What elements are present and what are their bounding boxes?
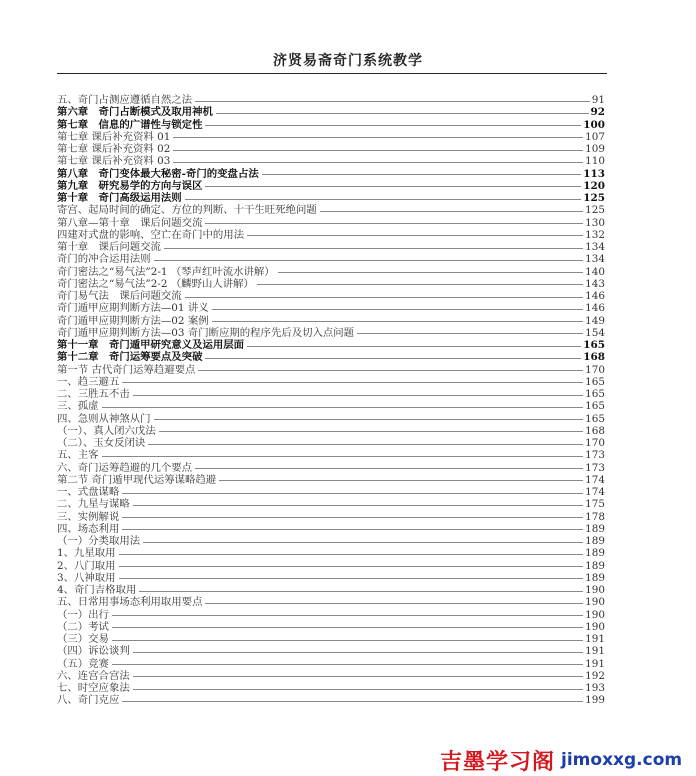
toc-entry — [57, 106, 605, 118]
toc-entry — [57, 658, 605, 670]
toc-entry-title: 第十一章 奇门遁甲研究意义及运用层面 — [57, 339, 245, 352]
toc-entry-page: 143 — [585, 277, 605, 290]
toc-leader-line — [119, 566, 584, 567]
toc-leader-line — [119, 578, 584, 579]
toc-leader-line — [195, 468, 583, 469]
toc-entry-page: 199 — [585, 694, 605, 707]
toc-entry — [57, 413, 605, 425]
toc-leader-line — [164, 248, 583, 249]
toc-entry-page: 100 — [583, 118, 605, 131]
toc-entry-page: 154 — [585, 326, 605, 339]
toc-entry-page: 140 — [585, 265, 605, 278]
toc-entry — [57, 253, 605, 265]
toc-entry-page: 174 — [585, 486, 605, 499]
toc-leader-line — [133, 505, 583, 506]
toc-entry-title: 六、奇门运筹趋避的几个要点 — [57, 461, 193, 474]
table-of-contents — [57, 94, 605, 707]
toc-entry — [57, 290, 605, 302]
toc-entry — [57, 437, 605, 449]
toc-entry-title: 第九章 研究易学的方向与误区 — [57, 179, 203, 192]
toc-entry-page: 178 — [585, 510, 605, 523]
toc-leader-line — [185, 297, 583, 298]
toc-entry — [57, 462, 605, 474]
toc-entry-page: 125 — [585, 204, 605, 217]
toc-entry-title: 四、场态利用 — [57, 522, 120, 535]
toc-entry-title: （二）考试 — [57, 620, 109, 633]
toc-entry-title: 奇门遁甲应期判断方法—01 讲义 — [57, 302, 209, 315]
toc-entry-title: （一）出行 — [57, 608, 109, 621]
toc-entry-page: 175 — [585, 498, 605, 511]
toc-entry-title: 五、主客 — [57, 449, 99, 462]
watermark-url: jimoxxg.com — [561, 750, 683, 770]
toc-leader-line — [154, 260, 584, 261]
toc-entry — [57, 609, 605, 621]
toc-entry-title: 五、奇门占测应遵循自然之法 — [57, 94, 193, 107]
toc-entry-title: （二）、玉女反闭诀 — [57, 437, 146, 450]
toc-entry-page: 170 — [585, 437, 605, 450]
toc-entry-title: 第十章 课后问题交流 — [57, 241, 161, 254]
toc-entry — [57, 388, 605, 400]
toc-entry — [57, 302, 605, 314]
toc-leader-line — [143, 542, 583, 543]
toc-entry-title: （一）、真人闭六戊法 — [57, 424, 156, 437]
toc-entry-page: 174 — [585, 473, 605, 486]
toc-entry — [57, 119, 605, 131]
toc-entry — [57, 315, 605, 327]
toc-leader-line — [262, 174, 582, 175]
toc-entry-title: 第七章 课后补充资料 01 — [57, 130, 171, 143]
toc-entry-title: 第八章 奇门变体最大秘密-奇门的变盘占法 — [57, 167, 259, 180]
toc-entry-page: 165 — [585, 375, 605, 388]
toc-entry-title: 第八章—第十章 课后问题交流 — [57, 216, 203, 229]
toc-entry-page: 146 — [585, 302, 605, 315]
toc-entry — [57, 645, 605, 657]
toc-entry — [57, 217, 605, 229]
toc-entry-title: 七、时空应象法 — [57, 682, 130, 695]
toc-entry-title: 第一节 古代奇门运筹趋避要点 — [57, 363, 196, 376]
toc-entry-title: 1、九星取用 — [57, 547, 116, 560]
toc-entry-page: 165 — [585, 400, 605, 413]
toc-leader-line — [205, 186, 581, 187]
toc-entry-page: 192 — [585, 669, 605, 682]
toc-entry-page: 120 — [583, 179, 605, 192]
toc-entry-page: 165 — [585, 412, 605, 425]
toc-entry-title: 三、孤虚 — [57, 400, 99, 413]
toc-entry-title: 四建对式盘的影响、空亡在奇门中的用法 — [57, 228, 245, 241]
toc-leader-line — [122, 382, 583, 383]
toc-entry — [57, 229, 605, 241]
toc-entry-page: 191 — [585, 645, 605, 658]
toc-entry — [57, 572, 605, 584]
toc-leader-line — [212, 321, 584, 322]
toc-entry-title: （四）诉讼谈判 — [57, 645, 130, 658]
watermark-chinese: 吉墨学习阁 — [440, 749, 556, 775]
toc-entry-title: 一、趋三避五 — [57, 375, 120, 388]
toc-entry — [57, 694, 605, 706]
toc-entry — [57, 670, 605, 682]
toc-entry — [57, 376, 605, 388]
toc-entry-page: 193 — [585, 682, 605, 695]
toc-entry-page: 189 — [585, 571, 605, 584]
toc-entry-page: 92 — [590, 106, 605, 119]
toc-leader-line — [257, 284, 583, 285]
toc-leader-line — [219, 480, 583, 481]
header-rule — [57, 73, 607, 74]
toc-entry — [57, 596, 605, 608]
toc-entry — [57, 633, 605, 645]
toc-leader-line — [102, 407, 584, 408]
toc-entry-page: 189 — [585, 522, 605, 535]
toc-leader-line — [185, 199, 582, 200]
toc-entry-title: 奇门遁甲应期判断方法—02 案例 — [57, 314, 209, 327]
toc-leader-line — [357, 333, 583, 334]
toc-leader-line — [154, 419, 584, 420]
toc-entry-title: 寄宫、起局时间的确定、方位的判断、十干生旺死绝问题 — [57, 204, 317, 217]
toc-entry — [57, 180, 605, 192]
toc-leader-line — [133, 652, 583, 653]
toc-entry — [57, 94, 605, 106]
toc-leader-line — [205, 223, 583, 224]
toc-leader-line — [173, 150, 583, 151]
toc-entry — [57, 474, 605, 486]
toc-leader-line — [119, 554, 584, 555]
toc-leader-line — [247, 235, 583, 236]
toc-entry-page: 170 — [585, 363, 605, 376]
toc-entry-title: 第七章 课后补充资料 03 — [57, 155, 171, 168]
toc-leader-line — [122, 529, 583, 530]
toc-leader-line — [122, 701, 583, 702]
toc-entry-page: 149 — [585, 314, 605, 327]
toc-entry — [57, 155, 605, 167]
toc-entry-page: 189 — [585, 559, 605, 572]
toc-entry — [57, 560, 605, 572]
toc-entry-title: 奇门密法之“易气法”2-2 （麟野山人讲解） — [57, 277, 254, 290]
toc-entry — [57, 204, 605, 216]
toc-entry-title: 四、急则从神煞从门 — [57, 412, 151, 425]
toc-leader-line — [102, 456, 584, 457]
toc-entry-title: 第七章 课后补充资料 02 — [57, 143, 171, 156]
toc-entry — [57, 351, 605, 363]
toc-entry — [57, 339, 605, 351]
toc-leader-line — [112, 640, 583, 641]
page-title: 济贤易斋奇门系统教学 — [273, 53, 423, 69]
toc-entry-page: 191 — [585, 633, 605, 646]
toc-leader-line — [122, 517, 583, 518]
toc-entry-page: 109 — [585, 143, 605, 156]
toc-entry — [57, 241, 605, 253]
toc-leader-line — [122, 493, 583, 494]
toc-entry-page: 130 — [585, 216, 605, 229]
toc-entry — [57, 498, 605, 510]
toc-entry-title: 4、奇门吉格取用 — [57, 584, 137, 597]
toc-entry-page: 91 — [591, 94, 605, 107]
toc-entry-page: 173 — [585, 449, 605, 462]
toc-entry — [57, 364, 605, 376]
toc-leader-line — [212, 309, 584, 310]
toc-leader-line — [133, 395, 583, 396]
toc-leader-line — [195, 101, 590, 102]
toc-entry — [57, 547, 605, 559]
toc-leader-line — [148, 444, 583, 445]
toc-entry — [57, 327, 605, 339]
toc-entry — [57, 266, 605, 278]
toc-entry-title: 一、式盘谋略 — [57, 486, 120, 499]
toc-entry — [57, 621, 605, 633]
toc-entry-page: 125 — [583, 192, 605, 205]
toc-leader-line — [159, 431, 583, 432]
toc-entry — [57, 486, 605, 498]
toc-leader-line — [139, 591, 583, 592]
toc-entry — [57, 584, 605, 596]
toc-entry-title: 八、奇门克应 — [57, 694, 120, 707]
toc-entry-title: 第二节 奇门遁甲现代运筹谋略趋避 — [57, 473, 217, 486]
toc-entry-page: 146 — [585, 290, 605, 303]
toc-entry-page: 132 — [585, 228, 605, 241]
toc-leader-line — [205, 125, 581, 126]
toc-entry-page: 134 — [585, 253, 605, 266]
toc-entry-title: 第七章 信息的广谱性与锁定性 — [57, 118, 203, 131]
toc-entry-page: 190 — [585, 608, 605, 621]
toc-leader-line — [205, 358, 581, 359]
toc-entry-page: 110 — [585, 155, 605, 168]
toc-entry-page: 189 — [585, 547, 605, 560]
toc-entry-title: 六、连宫合宫法 — [57, 669, 130, 682]
toc-entry-page: 190 — [585, 596, 605, 609]
toc-entry-page: 168 — [585, 424, 605, 437]
toc-entry-title: 第六章 奇门占断模式及取用神机 — [57, 106, 213, 119]
toc-leader-line — [247, 346, 581, 347]
toc-leader-line — [133, 676, 583, 677]
toc-entry — [57, 400, 605, 412]
toc-entry-title: （一）分类取用法 — [57, 535, 141, 548]
toc-entry — [57, 131, 605, 143]
toc-entry — [57, 523, 605, 535]
toc-entry — [57, 278, 605, 290]
toc-entry-page: 107 — [585, 130, 605, 143]
toc-entry — [57, 535, 605, 547]
toc-leader-line — [112, 615, 583, 616]
toc-leader-line — [320, 211, 583, 212]
toc-entry-title: 奇门的冲合运用法则 — [57, 253, 151, 266]
toc-leader-line — [112, 627, 583, 628]
toc-leader-line — [216, 113, 589, 114]
toc-entry — [57, 449, 605, 461]
toc-entry-page: 165 — [585, 388, 605, 401]
toc-entry — [57, 168, 605, 180]
toc-entry-page: 168 — [583, 351, 605, 364]
toc-leader-line — [112, 664, 583, 665]
toc-entry-title: 三、实例解说 — [57, 510, 120, 523]
toc-entry-title: 二、三胜五不击 — [57, 388, 130, 401]
toc-leader-line — [173, 137, 583, 138]
toc-entry-title: 奇门遁甲应期判断方法—03 奇门断应期的程序先后及切入点问题 — [57, 326, 355, 339]
toc-entry — [57, 425, 605, 437]
toc-leader-line — [278, 272, 583, 273]
toc-entry — [57, 143, 605, 155]
toc-entry-title: （三）交易 — [57, 633, 109, 646]
toc-leader-line — [205, 603, 583, 604]
toc-entry-title: 二、九星与谋略 — [57, 498, 130, 511]
toc-entry-title: 2、八门取用 — [57, 559, 116, 572]
toc-entry — [57, 511, 605, 523]
toc-entry — [57, 682, 605, 694]
toc-entry-page: 173 — [585, 461, 605, 474]
toc-entry-page: 189 — [585, 535, 605, 548]
toc-entry-title: 五、日常用事场态利用取用要点 — [57, 596, 203, 609]
toc-entry — [57, 192, 605, 204]
toc-leader-line — [173, 162, 583, 163]
toc-entry-title: 第十二章 奇门运筹要点及突破 — [57, 351, 203, 364]
toc-entry-title: 3、八神取用 — [57, 571, 116, 584]
toc-entry-title: 奇门密法之“易气法”2-1 （琴声红叶流水讲解） — [57, 265, 275, 278]
toc-entry-title: （五）竞赛 — [57, 657, 109, 670]
watermark — [440, 744, 696, 776]
toc-leader-line — [198, 370, 583, 371]
toc-entry-page: 190 — [585, 620, 605, 633]
toc-entry-page: 191 — [585, 657, 605, 670]
toc-entry-page: 165 — [583, 339, 605, 352]
toc-entry-page: 113 — [583, 167, 605, 180]
toc-entry-page: 134 — [585, 241, 605, 254]
toc-entry-page: 190 — [585, 584, 605, 597]
toc-leader-line — [133, 689, 583, 690]
toc-entry-title: 奇门易气法 课后问题交流 — [57, 290, 182, 303]
toc-entry-title: 第十章 奇门高级运用法则 — [57, 192, 182, 205]
